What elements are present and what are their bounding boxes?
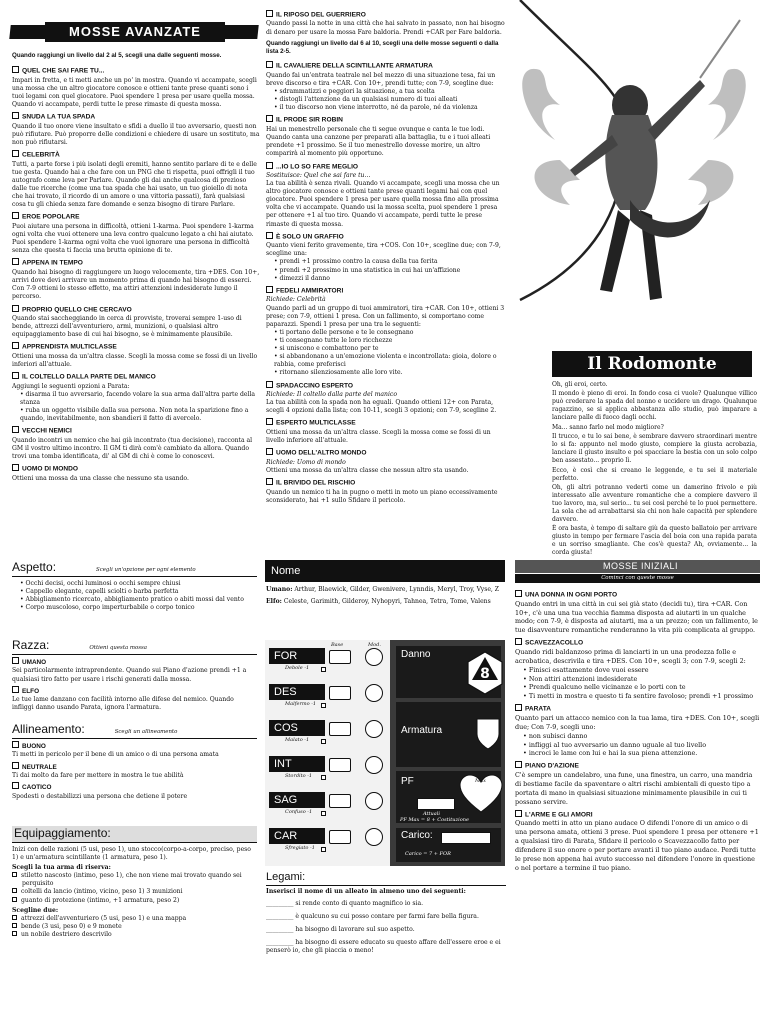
option-checkbox-label[interactable]: BUONO bbox=[12, 741, 257, 752]
gear-section bbox=[12, 826, 257, 1016]
base-label: Base bbox=[331, 642, 344, 648]
move-option: • distogli l'attenzione da un qualsiasi numero di tuoi alleati bbox=[274, 96, 506, 104]
bonds-list bbox=[266, 900, 506, 955]
move-title: IL BRIVIDO DEL RISCHIO bbox=[266, 478, 506, 488]
option-item bbox=[12, 762, 257, 781]
move-item bbox=[266, 418, 506, 445]
move-option: • il tuo discorso non viene interrotto, né da parole, né da violenza bbox=[274, 104, 506, 112]
gear-option[interactable] bbox=[12, 915, 257, 923]
hp-current-field[interactable] bbox=[417, 798, 455, 810]
move-text: La tua abilità con la spada non ha eguali. Quando ottieni 12+ con Parata, scegli 4 opzioni dalla lista; con 10-11, scegli 3 opzioni; con 7-9, scegline 2. bbox=[266, 399, 497, 415]
name-field-bar[interactable] bbox=[265, 560, 505, 582]
stat-base-field[interactable] bbox=[329, 758, 351, 772]
move-text: Quando incontri un nemico che hai già incontrato (tua decisione), racconta al GM il vostro ultimo incontro. Il GM ti dirà com'è cambiato da allora. Quando trovi una tomba identificata, di' al GM di chi è come lo conoscevi. bbox=[12, 436, 253, 461]
checkbox[interactable] bbox=[12, 888, 17, 893]
stat-base-field[interactable] bbox=[329, 686, 351, 700]
stat-row-sag bbox=[269, 792, 389, 822]
move-title: SCAVEZZACOLLO bbox=[515, 638, 760, 648]
move-title: È SOLO UN GRAFFIO bbox=[266, 232, 506, 242]
stat-row-for bbox=[269, 648, 389, 678]
move-title: UOMO DELL'ALTRO MONDO bbox=[266, 448, 506, 458]
bonds-intro: Inserisci il nome di un alleato in almeno uno dei seguenti: bbox=[266, 887, 466, 895]
move-option: • sdrammatizzi e peggiori la situazione, a tua scelta bbox=[274, 88, 506, 96]
move-item bbox=[12, 464, 260, 483]
names-list bbox=[266, 586, 504, 636]
hp-formula: PF Max = 8 + Costituzione bbox=[400, 817, 469, 823]
name-label: Nome bbox=[271, 565, 301, 577]
move-text: Quando metti in atto un piano audace O difendi l'onore di un amico o di una persona amata, ottieni 3 prese. Puoi spendere 1 presa per ottenere +1 a qualsiasi tiro di Parata, Sfidare il pericolo o Scavezzacollo fatto per difendere il suo onore o per portare avanti il tuo piano audace. Perdi tutte le prese non appena hai avuto successo nel difendere l'onore in questione o nel portare a termine il tuo piano. bbox=[515, 819, 759, 872]
move-text: Quando hai bisogno di raggiungere un luogo velocemente, tira +DES. Con 10+, arrivi dove devi arrivare un momento prima di quando hai bisogno di esserci. Con 7-9 ottieni lo stesso effetto, ma attiri attenzioni indesiderate lungo il percorso. bbox=[12, 268, 260, 301]
move-title: ESPERTO MULTICLASSE bbox=[266, 418, 506, 428]
move-title: SPADACCINO ESPERTO bbox=[266, 381, 506, 391]
stat-base-field[interactable] bbox=[329, 830, 351, 844]
gear-backup-title: Scegli la tua arma di riserva: bbox=[12, 864, 111, 872]
move-option: • ruba un oggetto visibile dalla sua persona. Non nota la sparizione fino a quando, inevitabilmente, non sbandieri il fatto di avercelo. bbox=[20, 407, 260, 423]
starting-moves-subtitle: Cominci con queste mosse bbox=[515, 574, 760, 583]
option-item bbox=[12, 782, 257, 801]
class-paragraph: Oh, gli altri potranno vederti come un damerino frivolo e più interessato alle avventure romantiche che a compiere davvero il tuo lavoro, ma, sul serio... tu sei così perché te lo puoi permettere. La sola che ad arrabattarsi sia chi non hale capacità per splendere davvero. bbox=[552, 484, 757, 523]
stat-label: COS bbox=[269, 720, 325, 736]
stat-debility: Malfermo -1 bbox=[285, 701, 317, 707]
gear-option[interactable] bbox=[12, 923, 257, 931]
move-options bbox=[266, 329, 506, 378]
move-text: Quando stai saccheggiando in cerca di provviste, troverai sempre 1-uso di bende, attrezzi dell'avventuriero, armi, munizioni, o qualsiasi altro equipaggiamento base di cui hai bisogno, se è minimamente plausibile. bbox=[12, 314, 242, 339]
hp-max-label: Max bbox=[475, 778, 486, 784]
race-title: Razza: bbox=[12, 638, 50, 652]
option-text: Ti metti in pericolo per il bene di un amico o di una persona amata bbox=[12, 751, 219, 759]
move-item bbox=[266, 286, 506, 377]
move-item bbox=[515, 590, 760, 635]
stat-mod-circle[interactable] bbox=[365, 648, 383, 666]
look-section bbox=[12, 560, 257, 640]
hp-label: PF bbox=[401, 776, 414, 787]
checkbox[interactable] bbox=[12, 872, 17, 877]
race-options bbox=[12, 657, 257, 712]
move-text: La tua abilità è senza rivali. Quando vi accampate, scegli una mossa che un altro giocatore conosce e ottieni tante prese quanti legami hai con quel giocatore. Puoi spendere 1 presa per usare quella mossa fino alla prossima volta che vi accampate. Quando usi la mossa scelta, puoi spendere 1 presa per ottenere +1 al tuo tiro. Quando vi accampate, perdi tutte le prese rimaste di questa mossa. bbox=[266, 180, 500, 228]
stat-mod-circle[interactable] bbox=[365, 720, 383, 738]
gear-title: Equipaggiamento: bbox=[12, 826, 257, 842]
move-title: ...IO LO SO FARE MEGLIO bbox=[266, 162, 506, 172]
move-option: • Non attiri attenzioni indesiderate bbox=[523, 675, 760, 684]
stat-base-field[interactable] bbox=[329, 650, 351, 664]
move-text: Ottieni una mossa da una classe che nessuno sta usando. bbox=[12, 474, 189, 482]
move-option: • ti portano delle persone e te le consegnano bbox=[274, 329, 506, 337]
alignment-subtitle: Scegli un allineamento bbox=[114, 729, 178, 735]
stat-row-car bbox=[269, 828, 389, 858]
move-text: Aggiungi le seguenti opzioni a Parata: bbox=[12, 382, 130, 390]
advanced-moves-intro-2: Quando raggiungi un livello dal 6 al 10, scegli una delle mosse seguenti o dalla lista 2-5. bbox=[266, 39, 499, 56]
class-paragraph: Il mondo è pieno di eroi. In fondo cosa ci vuole? Qualunque villico può crederare la spada del nonno e uccidere un drago. Qualunque ragazzino, se si applica abbastanza allo studio, può imparare a lanciare palle di fuoco dagli occhi. bbox=[552, 390, 757, 422]
move-title: IL CAVALIERE DELLA SCINTILLANTE ARMATURA bbox=[266, 61, 506, 71]
move-option: • prendi +1 prossimo contro la causa della tua ferita bbox=[274, 258, 506, 266]
load-field[interactable] bbox=[441, 832, 491, 844]
move-title: QUEL CHE SAI FARE TU... bbox=[12, 66, 260, 76]
debility-checkbox[interactable] bbox=[321, 775, 326, 780]
names-elf-label: Elfo: bbox=[266, 598, 282, 606]
middle-moves-column bbox=[266, 10, 506, 535]
move-title: UOMO DI MONDO bbox=[12, 464, 260, 474]
move-options bbox=[266, 88, 506, 112]
gear-two-options bbox=[12, 915, 257, 939]
move-item bbox=[266, 478, 506, 505]
checkbox[interactable] bbox=[12, 897, 17, 902]
mod-label: Mod. bbox=[368, 642, 381, 648]
race-section bbox=[12, 638, 257, 720]
move-item bbox=[515, 638, 760, 701]
move-option: • si uniscono e combattono per te bbox=[274, 345, 506, 353]
move-item bbox=[515, 810, 760, 873]
stat-debility: Confuso -1 bbox=[285, 809, 313, 815]
move-text: Ottieni una mossa da un'altra classe. Scegli la mossa come se fossi di un livello inferiore all'attuale. bbox=[266, 428, 491, 445]
option-text: Le tue lame danzano con facilità intorno alle difese del nemico. Quando infliggi danno usando Parata, ignora l'armatura. bbox=[12, 696, 234, 712]
move-requirement: Sostituisce: Quel che sai fare tu… bbox=[266, 171, 371, 179]
stat-label: INT bbox=[269, 756, 325, 772]
move-title: IL PRODE SIR ROBIN bbox=[266, 115, 506, 125]
class-paragraph: Il trucco, e tu lo sai bene, è sembrare davvero straordinari mentre lo si fa: appunto nel modo giusto, compiere la giusta acrobazia, lanciare il giusto insulto e poi spacciare la bestia con un solo colpo ben assestato... proprio lì. bbox=[552, 433, 757, 465]
move-title: APPENA IN TEMPO bbox=[12, 258, 260, 268]
gear-option-text: stiletto nascosto (intimo, peso 1), che non viene mai trovato quando sei perquisito bbox=[21, 872, 242, 888]
option-item bbox=[12, 741, 257, 760]
move-option: • Finisci esattamente dove vuoi essere bbox=[523, 666, 760, 675]
debility-checkbox[interactable] bbox=[321, 667, 326, 672]
move-text: Quando il tuo onore viene insultato e sfidi a duello il tuo avversario, questi non può rifiutare. Può proporre delle condizioni e chiedere di usare un sostituto, ma non può rifiutarsi. bbox=[12, 122, 260, 146]
bond-line[interactable]: _________ è qualcuno su cui posso contare per farmi fare bella figura. bbox=[266, 912, 479, 920]
bonds-section bbox=[266, 870, 506, 1018]
bond-line[interactable]: _________ si rende conto di quanto magnifico io sia. bbox=[266, 899, 424, 907]
move-option: • Ti metti in mostra e questo ti fa sentire favoloso; prendi +1 prossimo bbox=[523, 692, 760, 701]
move-option: • Prendi qualcuno nelle vicinanze e lo porti con te bbox=[523, 683, 760, 692]
stat-debility: Debole -1 bbox=[285, 665, 310, 671]
option-text: Ti dai molto da fare per mettere in mostra le tue abilità bbox=[12, 772, 184, 780]
move-title: SNUDA LA TUA SPADA bbox=[12, 112, 260, 122]
look-option: • Corpo muscoloso, corpo imperturbabile o corpo tonico bbox=[20, 604, 257, 612]
option-text: Sei particolarmente intraprendente. Quando sui Piano d'azione prendi +1 a qualsiasi tiro fatto per usare i rischi generati dalla mossa. bbox=[12, 667, 247, 683]
armor-label: Armatura bbox=[401, 725, 443, 736]
checkbox[interactable] bbox=[12, 931, 17, 936]
move-option: • si abbandonano a un'emozione violenta e incontrollata: gioia, dolore o rabbia, come preferisci bbox=[274, 353, 506, 369]
move-item bbox=[12, 342, 260, 369]
move-title: CELEBRITÀ bbox=[12, 150, 260, 160]
move-title: APPRENDISTA MULTICLASSE bbox=[12, 342, 260, 352]
move-text: Tutti, a parte forse i più isolati degli eremiti, hanno sentito parlare di te e delle tue gesta. Quando hai a che fare con un PNG che ti rispetta, puoi offrigli il tuo autografo come leva per Parlare. Quando gli dai anche qualcosa di prezioso dalle tue ricerche (come una tua spada che hai usato, un tuo gioiello di nota che hai trovato, il ricordo di un amore o una vittoria passati), farà qualsiasi cosa tu gli chieda senza fare domande e senza bisogno di tirare Parlare. bbox=[12, 160, 257, 209]
look-subtitle: Scegli un'opzione per ogni elemento bbox=[96, 567, 196, 573]
alignment-options bbox=[12, 741, 257, 801]
stat-mod-circle[interactable] bbox=[365, 828, 383, 846]
damage-label: Danno bbox=[401, 649, 431, 660]
move-requirement: Richiede: Uomo di mondo bbox=[266, 458, 346, 466]
move-item bbox=[515, 761, 760, 806]
class-paragraph: Ma... sanno farlo nel modo migliore? bbox=[552, 423, 664, 431]
move-text: Puoi aiutare una persona in difficoltà, ottieni 1-karma. Puoi spendere 1-karma ogni volta che vuoi ottenere una leva contro qualcuno legato a chi hai aiutato. Puoi spendere 1-karma ogni volta che vuoi ignorare una persona in difficoltà senza che questa ti faccia una brutta opinione di te. bbox=[12, 222, 254, 255]
damage-die: 8 bbox=[480, 666, 490, 682]
gear-option[interactable] bbox=[12, 888, 257, 896]
class-paragraph: Oh, gli eroi, certo. bbox=[552, 381, 608, 388]
stat-debility: Sfregiato -1 bbox=[285, 845, 315, 851]
move-title: PIANO D'AZIONE bbox=[515, 761, 760, 771]
stat-mod-circle[interactable] bbox=[365, 684, 383, 702]
move-title: UNA DONNA IN OGNI PORTO bbox=[515, 590, 760, 600]
stat-row-int bbox=[269, 756, 389, 786]
move-text: Quando un nemico ti ha in pugno o metti in moto un piano eccessivamente sconsiderato, hai +1 sullo Sfidare il pericolo. bbox=[266, 488, 498, 504]
move-text: Impari in fretta, e ti metti anche un po' in mostra. Quando vi accampate, scegli una mossa che un altro giocatore conosce e ottieni tante prese quanti sono i tuoi legami con quel giocatore. Puoi spendere 1 presa per usare quella mossa. Quando vi accampate, perdi tutte le prese rimaste di questa mossa. bbox=[12, 76, 257, 108]
option-checkbox-label[interactable]: CAOTICO bbox=[12, 782, 257, 793]
debility-checkbox[interactable] bbox=[321, 739, 326, 744]
option-checkbox-label[interactable]: NEUTRALE bbox=[12, 762, 257, 773]
stat-row-des bbox=[269, 684, 389, 714]
gear-option-text: attrezzi dell'avventuriero (5 usi, peso 1) e una mappa bbox=[21, 914, 187, 922]
move-title: PARATA bbox=[515, 704, 760, 714]
move-item bbox=[266, 61, 506, 112]
option-item bbox=[12, 657, 257, 684]
look-option: • Abbigliamento ricercato, abbigliamento pratico o abiti mossi dal vento bbox=[20, 596, 257, 604]
move-item bbox=[12, 150, 260, 209]
move-option: • non subisci danno bbox=[523, 732, 760, 741]
stat-row-cos bbox=[269, 720, 389, 750]
move-item bbox=[12, 305, 260, 340]
class-name: Il Rodomonte bbox=[587, 354, 717, 374]
bonds-title: Legami: bbox=[266, 871, 306, 883]
class-description bbox=[552, 381, 757, 557]
move-title: L'ARME E GLI AMORI bbox=[515, 810, 760, 820]
gear-option[interactable] bbox=[12, 931, 257, 939]
move-item bbox=[266, 381, 506, 416]
load-formula: Carico = 7 + FOR bbox=[405, 851, 451, 857]
names-human-label: Umano: bbox=[266, 586, 293, 593]
move-option: • dimezzi il danno bbox=[274, 275, 506, 283]
move-option: • incroci le lame con lui e hai la sua piena attenzione. bbox=[523, 749, 760, 758]
character-illustration bbox=[500, 0, 768, 345]
move-item bbox=[515, 704, 760, 758]
stat-debility: Malato -1 bbox=[285, 737, 310, 743]
d8-icon bbox=[465, 650, 505, 696]
gear-option-text: guanto di protezione (intimo, +1 armatura, peso 2) bbox=[21, 896, 180, 904]
move-item bbox=[266, 232, 506, 283]
stat-debility: Stordito -1 bbox=[285, 773, 313, 779]
checkbox[interactable] bbox=[12, 923, 17, 928]
move-options bbox=[515, 732, 760, 758]
alignment-section bbox=[12, 722, 257, 800]
look-option: • Occhi decisi, occhi luminosi o occhi sempre chiusi bbox=[20, 580, 257, 588]
stat-base-field[interactable] bbox=[329, 722, 351, 736]
gear-intro: Inizi con delle razioni (5 usi, peso 1), uno stocco(corpo-a-corpo, preciso, peso 1) e un'armatura scintillante (1 armatura, peso 1). bbox=[12, 845, 251, 862]
sheet-panel bbox=[265, 640, 505, 866]
advanced-moves-intro: Quando raggiungi un livello dal 2 al 5, scegli una dalle seguenti mosse. bbox=[12, 52, 222, 59]
stat-label: FOR bbox=[269, 648, 325, 664]
move-item bbox=[12, 212, 260, 255]
starting-moves-list bbox=[515, 590, 760, 872]
move-item bbox=[266, 115, 506, 158]
shield-icon bbox=[475, 716, 501, 752]
stat-label: CAR bbox=[269, 828, 325, 844]
checkbox[interactable] bbox=[12, 915, 17, 920]
class-banner bbox=[552, 351, 752, 377]
move-options bbox=[12, 391, 260, 423]
move-text: Ottieni una mossa da un'altra classe. Scegli la mossa come se fossi di un livello inferiori all'attuale. bbox=[12, 352, 258, 368]
bond-line[interactable]: _________ ha bisogno di essere educato su questo affare dell'essere eroe e ei penserò io, che gli piaccia o meno! bbox=[266, 939, 501, 955]
gear-two-title: Scegline due: bbox=[12, 906, 59, 914]
move-text: Quanto pari un attacco nemico con la tua lama, tira +DES. Con 10+, scegli due; Con 7-9, scegli uno: bbox=[515, 714, 760, 731]
move-text: C'è sempre un candelabro, una fune, una finestra, un carro, una mandria di bestiame facile da spaventare o altri rischi ambientali di questo tipo a portata di mano in qualsiasi situazione minimamente plausibile in cui ti possano servire. bbox=[515, 771, 753, 806]
load-label: Carico: bbox=[401, 830, 433, 841]
gear-backup-options bbox=[12, 872, 257, 904]
stat-base-field[interactable] bbox=[329, 794, 351, 808]
move-warrior-rest bbox=[266, 10, 506, 37]
gear-option-text: un nobile destriero descrivilo bbox=[21, 930, 112, 938]
stat-mod-circle[interactable] bbox=[365, 756, 383, 774]
move-title: IL RIPOSO DEL GUERRIERO bbox=[266, 10, 506, 20]
move-item bbox=[12, 112, 260, 147]
names-human: Arthur, Blaewick, Gilder, Gwenivere, Lynndis, Meryl, Troy, Vyse, Z bbox=[294, 586, 500, 593]
stat-label: SAG bbox=[269, 792, 325, 808]
move-option: • disarma il tuo avversario, facendo volare la sua arma dall'altra parte della stanza bbox=[20, 391, 260, 407]
move-options bbox=[266, 258, 506, 282]
move-title: VECCHI NEMICI bbox=[12, 426, 260, 436]
starting-moves-column bbox=[515, 590, 760, 1020]
move-option: • ritornano silenziosamente alle loro vite. bbox=[274, 369, 506, 377]
move-requirement: Richiede: Celebrità bbox=[266, 296, 326, 304]
advanced-moves-banner bbox=[10, 20, 258, 44]
move-title: PROPRIO QUELLO CHE CERCAVO bbox=[12, 305, 260, 315]
move-title: EROE POPOLARE bbox=[12, 212, 260, 222]
heart-icon bbox=[459, 774, 503, 814]
move-item bbox=[12, 258, 260, 301]
move-requirement: Richiede: Il coltello dalla parte del manico bbox=[266, 391, 398, 398]
move-option: • infliggi al tuo avversario un danno uguale al tuo livello bbox=[523, 741, 760, 750]
debility-checkbox[interactable] bbox=[321, 811, 326, 816]
move-text: Quando entri in una città in cui sei già stato (decidi tu), tira +CAR. Con 10+, c'è una una tua vecchia fiamma disposta ad aiutarti in un qualche modo; con 7-9, è disposta ad aiutarti, ma a un prezzo; con un fallimento, le tue disavventure romantiche renderanno la vita più complicata al gruppo. bbox=[515, 599, 758, 635]
move-title: FEDELI AMMIRATORI bbox=[266, 286, 506, 296]
move-text: Quando parli ad un gruppo di tuoi ammiratori, tira +CAR. Con 10+, ottieni 3 prese; con 7-9, ottieni 1 presa. Con un fallimento, si comportano come paparazzi. Spendi 1 presa per una tra le seguenti: bbox=[266, 304, 505, 328]
names-elf: Celeste, Garimith, Gilderoy, Nyhopyri, Tahnea, Tetra, Tome, Valens bbox=[283, 598, 491, 606]
move-item bbox=[12, 66, 260, 109]
look-option: • Cappello elegante, capelli sciolti o barba perfetta bbox=[20, 588, 257, 596]
move-option: • ti consegnano tutte le loro ricchezze bbox=[274, 337, 506, 345]
hp-current-label: Attuali bbox=[423, 811, 440, 817]
move-text: Quando fai un'entrata teatrale nel bel mezzo di una situazione tesa, fai un breve discorso e tira +CAR. Con 10+, prendi tutte; con 7-9, scegline due: bbox=[266, 71, 496, 87]
alignment-title: Allineamento: bbox=[12, 722, 85, 736]
class-paragraph: È ora basta, è tempo di saltare giù da questo ballatoio per arrivare giusto in tempo per fermare l'ascia del boia con una rapida parata e un sorriso smagliante. Che cos'è questa? Ah, ovviamente... la corda giusta! bbox=[552, 525, 757, 557]
advanced-moves-title: MOSSE AVANZATE bbox=[45, 22, 225, 42]
option-checkbox-label[interactable]: UMANO bbox=[12, 657, 257, 668]
advanced-moves-column bbox=[12, 52, 260, 572]
gear-option-text: coltelli da lancio (intimo, vicino, peso 1) 3 munizioni bbox=[21, 888, 183, 896]
race-subtitle: Ottieni questa mossa bbox=[89, 645, 148, 651]
gear-option-text: bende (3 usi, peso 0) e 9 monete bbox=[21, 922, 122, 930]
starting-moves-banner bbox=[515, 560, 760, 584]
move-item bbox=[12, 426, 260, 461]
look-list bbox=[12, 580, 257, 612]
gear-option[interactable] bbox=[12, 872, 257, 888]
high-level-moves-list bbox=[266, 61, 506, 504]
option-item bbox=[12, 686, 257, 713]
move-options bbox=[515, 666, 760, 701]
move-option: • prendi +2 prossimo in una statistica in cui hai un'affizione bbox=[274, 267, 506, 275]
move-title: IL COLTELLO DALLA PARTE DEL MANICO bbox=[12, 372, 260, 382]
bond-line[interactable]: _________ ha bisogno di lavorare sul suo aspetto. bbox=[266, 925, 415, 933]
debility-checkbox[interactable] bbox=[321, 703, 326, 708]
move-item bbox=[12, 372, 260, 423]
move-text: Hai un menestrello personale che ti segue ovunque e canta le tue lodi. Quando canta una canzone per preparati alla battaglia, tu e i tuoi alleati prendete +1 prossimo. Se il tuo menestrello dovesse morire, un altro comparirà al momento più opportuno. bbox=[266, 125, 491, 158]
advanced-moves-list bbox=[12, 66, 260, 483]
move-item bbox=[266, 448, 506, 475]
move-text: Quando ridi baldanzoso prima di lanciarti in un una prodezza folle e acrobatica, descrivila e tira +DES. Con 10+, scegli 3; con 7-9, scegli 2: bbox=[515, 648, 746, 665]
move-text: Ottieni una mossa da un'altra classe che nessun altro sta usando. bbox=[266, 466, 469, 474]
stat-label: DES bbox=[269, 684, 325, 700]
gear-option[interactable] bbox=[12, 897, 257, 905]
option-text: Spodesti o destabilizzi una persona che detiene il potere bbox=[12, 792, 188, 800]
move-text: Quando passi la notte in una città che hai salvato in passato, non hai bisogno di denaro per usare la mossa Fare baldoria. Prendi +CAR per Fare baldoria. bbox=[266, 20, 505, 36]
stat-mod-circle[interactable] bbox=[365, 792, 383, 810]
look-title: Aspetto: bbox=[12, 560, 57, 574]
class-paragraph: Ecco, è così che si creano le leggende, e tu sei il materiale perfetto. bbox=[552, 466, 757, 482]
debility-checkbox[interactable] bbox=[321, 847, 326, 852]
starting-moves-title: MOSSE INIZIALI bbox=[515, 560, 760, 573]
option-checkbox-label[interactable]: ELFO bbox=[12, 686, 257, 697]
move-text: Quanto vieni ferito gravemente, tira +COS. Con 10+, scegline due; con 7-9, scegline una: bbox=[266, 242, 501, 258]
move-item bbox=[266, 162, 506, 229]
